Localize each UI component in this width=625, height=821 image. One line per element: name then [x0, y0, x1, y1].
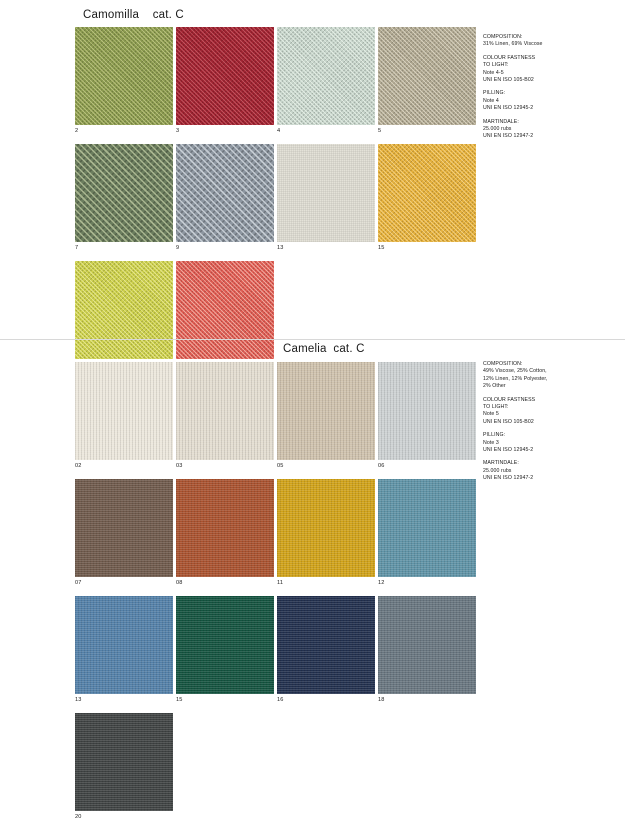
fabric-swatch[interactable]	[75, 362, 173, 460]
swatch-cell	[75, 479, 173, 587]
swatch-code: 06	[378, 463, 385, 469]
spec-line: 49% Viscose, 25% Cotton,	[483, 368, 547, 375]
fabric-swatch[interactable]	[378, 27, 476, 125]
swatch-code: 08	[176, 580, 183, 586]
weave-texture	[378, 27, 476, 125]
fabric-swatch[interactable]	[75, 261, 173, 359]
spec-line: UNI EN ISO 12945-2	[483, 105, 534, 112]
weave-texture	[75, 27, 173, 125]
swatch-grid-camelia	[75, 362, 476, 821]
swatch-cell	[277, 362, 375, 470]
swatch-grid-camomilla	[75, 27, 476, 369]
fabric-swatch[interactable]	[277, 479, 375, 577]
swatch-cell	[378, 362, 476, 470]
spec-group	[483, 90, 591, 112]
weave-texture	[75, 596, 173, 694]
fabric-swatch[interactable]	[75, 27, 173, 125]
spec-label: MARTINDALE:	[483, 118, 519, 125]
swatch-cell	[75, 144, 173, 252]
swatch-code: 11	[277, 580, 284, 586]
swatch-cell	[176, 596, 274, 704]
swatch-cell	[75, 362, 173, 470]
spec-block-camelia	[483, 361, 591, 489]
weave-texture	[277, 596, 375, 694]
weave-texture	[75, 479, 173, 577]
spec-group	[483, 361, 591, 391]
weave-texture	[378, 596, 476, 694]
swatch-cell	[378, 144, 476, 252]
spec-line: 12% Linen, 12% Polyester,	[483, 375, 548, 382]
spec-line: 25.000 rubs	[483, 467, 512, 474]
fabric-swatch[interactable]	[277, 362, 375, 460]
weave-texture	[75, 713, 173, 811]
swatch-code: 9	[176, 245, 180, 251]
spec-line: 2% Other	[483, 383, 506, 390]
spec-line: Note 3	[483, 439, 499, 446]
swatch-code: 07	[75, 580, 82, 586]
spec-label: PILLING:	[483, 90, 506, 97]
fabric-swatch[interactable]	[176, 27, 274, 125]
fabric-swatch[interactable]	[75, 596, 173, 694]
swatch-code: 3	[176, 128, 180, 134]
weave-texture	[176, 596, 274, 694]
weave-texture	[277, 144, 375, 242]
swatch-code: 12	[378, 580, 385, 586]
swatch-code: 15	[176, 697, 183, 703]
swatch-cell	[277, 596, 375, 704]
weave-texture	[176, 261, 274, 359]
fabric-swatch[interactable]	[75, 479, 173, 577]
swatch-cell	[176, 144, 274, 252]
swatch-cell	[176, 261, 274, 369]
spec-label: PILLING:	[483, 432, 506, 439]
spec-line: UNI EN ISO 12947-2	[483, 133, 534, 140]
fabric-swatch[interactable]	[277, 144, 375, 242]
spec-line: 31% Linen, 69% Viscose	[483, 41, 543, 48]
spec-line: UNI EN ISO 105-B02	[483, 418, 534, 425]
spec-group	[483, 460, 591, 482]
weave-texture	[378, 144, 476, 242]
swatch-cell	[277, 479, 375, 587]
spec-label: COLOUR FASTNESS	[483, 396, 536, 403]
swatch-code: 03	[176, 463, 183, 469]
weave-texture	[277, 362, 375, 460]
fabric-swatch[interactable]	[378, 144, 476, 242]
weave-texture	[176, 27, 274, 125]
spec-line: Note 4	[483, 97, 499, 104]
spec-line: TO LIGHT:	[483, 404, 509, 411]
spec-group	[483, 55, 591, 85]
weave-texture	[75, 362, 173, 460]
fabric-swatch[interactable]	[176, 261, 274, 359]
spec-line: UNI EN ISO 12947-2	[483, 475, 534, 482]
fabric-swatch[interactable]	[75, 144, 173, 242]
swatch-cell	[176, 27, 274, 135]
spec-line: Note 4-5	[483, 69, 504, 76]
swatch-cell	[378, 479, 476, 587]
weave-texture	[277, 27, 375, 125]
spec-label: COMPOSITION:	[483, 34, 523, 40]
fabric-swatch[interactable]	[75, 713, 173, 811]
swatch-code: 15	[378, 245, 385, 251]
fabric-swatch[interactable]	[378, 596, 476, 694]
weave-texture	[176, 362, 274, 460]
weave-texture	[378, 362, 476, 460]
spec-group	[483, 34, 591, 49]
swatch-code: 16	[277, 697, 284, 703]
spec-label: MARTINDALE:	[483, 460, 519, 467]
fabric-swatch[interactable]	[277, 27, 375, 125]
spec-line: 25.000 rubs	[483, 126, 512, 133]
weave-texture	[75, 144, 173, 242]
spec-group	[483, 432, 591, 454]
swatch-cell	[75, 261, 173, 369]
spec-block-camomilla	[483, 34, 591, 147]
weave-texture	[378, 479, 476, 577]
spec-line: TO LIGHT:	[483, 62, 509, 69]
fabric-swatch[interactable]	[378, 362, 476, 460]
spec-line: Note 5	[483, 411, 499, 418]
fabric-swatch[interactable]	[176, 596, 274, 694]
swatch-code: 7	[75, 245, 79, 251]
fabric-swatch[interactable]	[176, 479, 274, 577]
fabric-swatch[interactable]	[176, 362, 274, 460]
section-title-camelia: Camelia cat. C	[283, 343, 365, 355]
swatch-code: 5	[378, 128, 382, 134]
weave-texture	[75, 261, 173, 359]
spec-label: COMPOSITION:	[483, 361, 523, 367]
section-divider	[0, 339, 625, 340]
section-title-camomilla: Camomilla cat. C	[83, 9, 184, 21]
spec-label: COLOUR FASTNESS	[483, 54, 536, 61]
swatch-cell	[378, 27, 476, 135]
fabric-swatch[interactable]	[176, 144, 274, 242]
spec-group	[483, 119, 591, 141]
swatch-cell	[75, 713, 173, 821]
spec-line: UNI EN ISO 12945-2	[483, 447, 534, 454]
swatch-cell	[75, 27, 173, 135]
spec-group	[483, 397, 591, 427]
swatch-cell	[277, 144, 375, 252]
spec-line: UNI EN ISO 105-B02	[483, 77, 534, 84]
swatch-cell	[378, 596, 476, 704]
swatch-code: 2	[75, 128, 79, 134]
fabric-swatch[interactable]	[277, 596, 375, 694]
swatch-code: 20	[75, 814, 82, 820]
swatch-code: 4	[277, 128, 281, 134]
swatch-code: 02	[75, 463, 82, 469]
swatch-cell	[176, 479, 274, 587]
swatch-cell	[277, 27, 375, 135]
weave-texture	[176, 479, 274, 577]
swatch-code: 18	[378, 697, 385, 703]
weave-texture	[277, 479, 375, 577]
swatch-code: 05	[277, 463, 284, 469]
swatch-code: 13	[277, 245, 284, 251]
swatch-cell	[176, 362, 274, 470]
weave-texture	[176, 144, 274, 242]
fabric-swatch[interactable]	[378, 479, 476, 577]
swatch-code: 13	[75, 697, 82, 703]
swatch-cell	[75, 596, 173, 704]
